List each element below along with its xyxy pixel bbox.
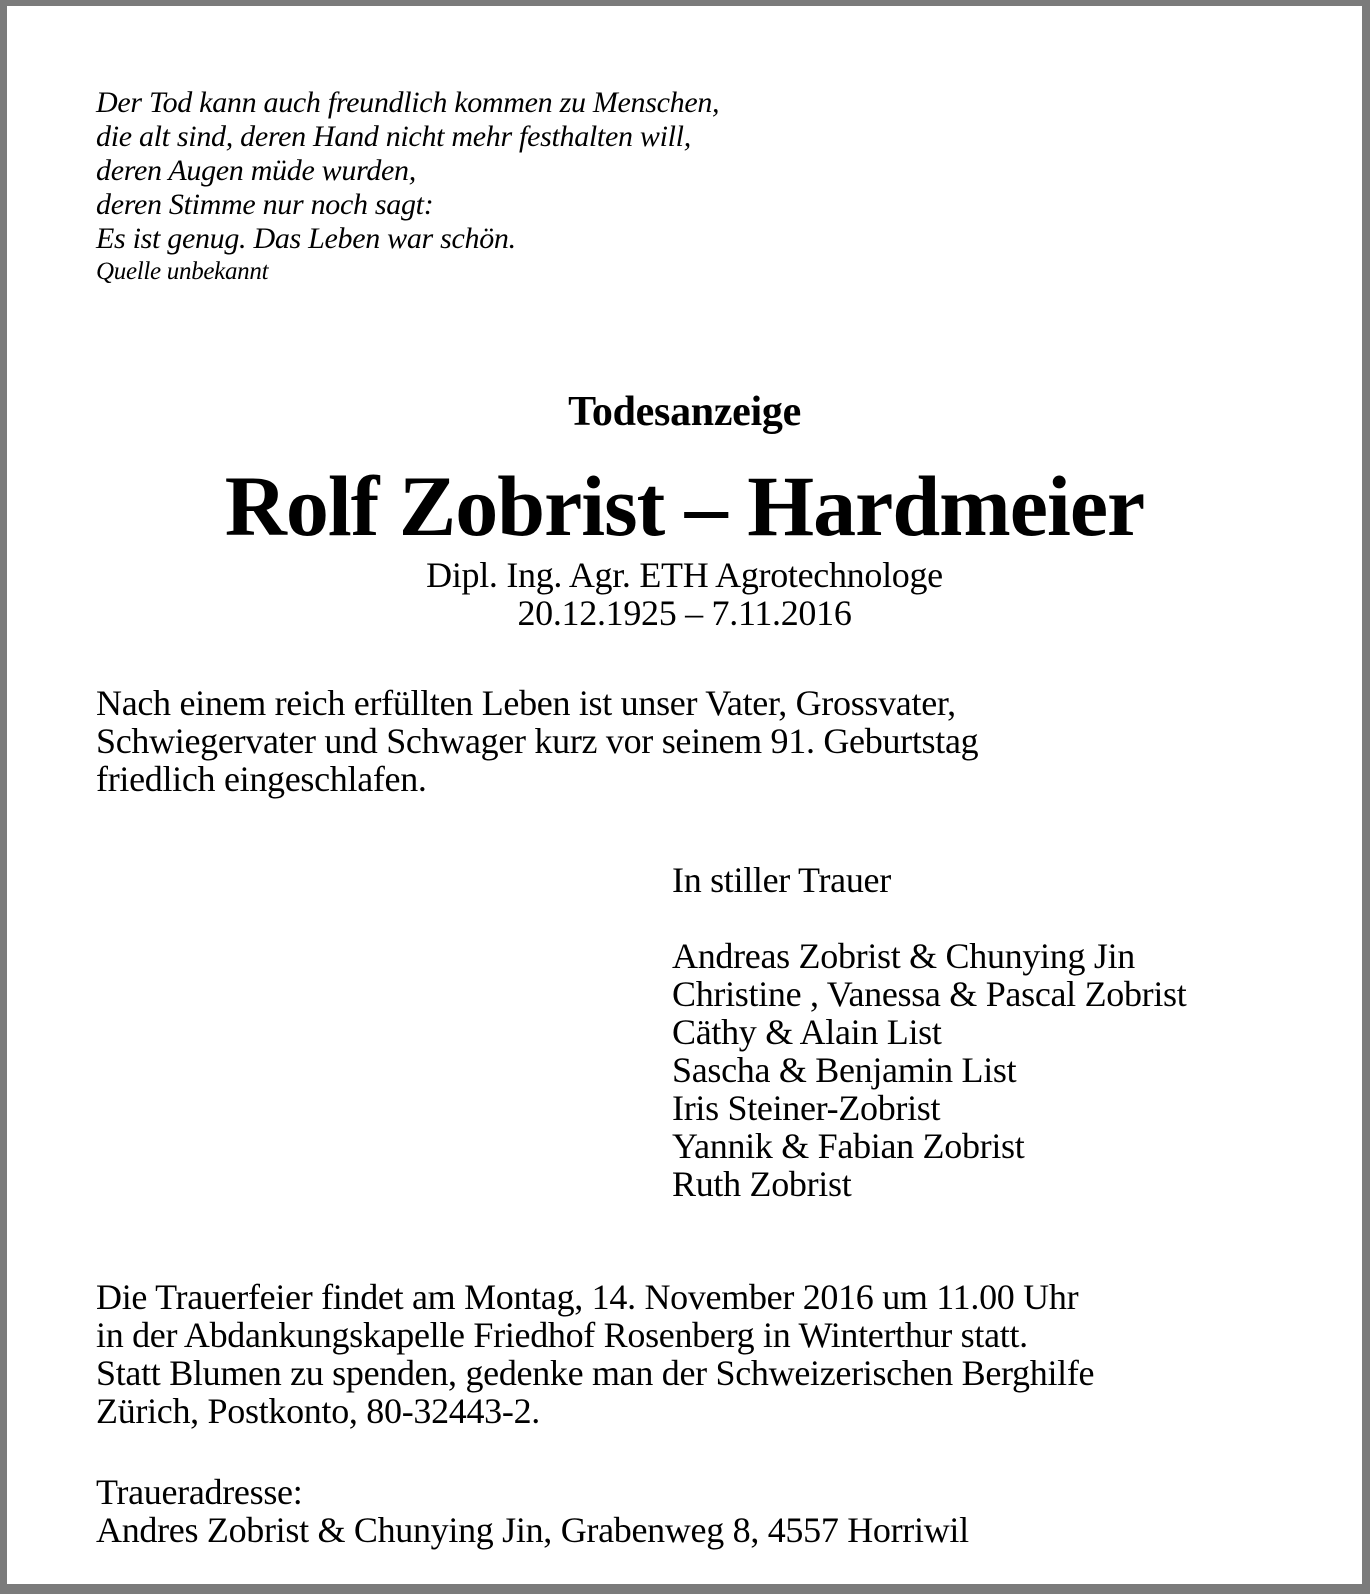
mourner-name: Sascha & Benjamin List: [672, 1050, 1017, 1090]
announcement-line: Nach einem reich erfüllten Leben ist unser Vater, Grossvater,: [96, 683, 956, 723]
service-line: in der Abdankungskapelle Friedhof Rosenberg in Winterthur statt.: [96, 1315, 1028, 1355]
life-dates: 20.12.1925 – 7.11.2016: [517, 593, 852, 633]
mourner-name: Christine , Vanessa & Pascal Zobrist: [672, 974, 1187, 1014]
page-border-left: [0, 0, 7, 1594]
mourner-list: [672, 937, 1186, 1203]
service-line: Statt Blumen zu spenden, gedenke man der Schweizerischen Berghilfe: [96, 1353, 1095, 1393]
service-line: Zürich, Postkonto, 80-32443-2.: [96, 1391, 540, 1431]
mourner-name: Yannik & Fabian Zobrist: [672, 1126, 1025, 1166]
deceased-credentials: Dipl. Ing. Agr. ETH Agrotechnologe: [426, 555, 943, 595]
mourner-name: Iris Steiner-Zobrist: [672, 1088, 941, 1128]
announcement-line: friedlich eingeschlafen.: [96, 759, 427, 799]
poem: [96, 86, 719, 287]
mourning-intro: In stiller Trauer: [672, 860, 891, 900]
address-label: Traueradresse:: [96, 1472, 303, 1512]
poem-line: deren Stimme nur noch sagt:: [96, 188, 434, 221]
poem-line: die alt sind, deren Hand nicht mehr festhalten will,: [96, 120, 691, 153]
mourner-name: Cäthy & Alain List: [672, 1012, 942, 1052]
address-line: Andres Zobrist & Chunying Jin, Grabenweg 8, 4557 Horriwil: [96, 1510, 969, 1550]
poem-source: Quelle unbekannt: [96, 258, 269, 285]
poem-line: deren Augen müde wurden,: [96, 154, 416, 187]
deceased-name: Rolf Zobrist – Hardmeier: [224, 458, 1145, 554]
poem-lines: [96, 86, 719, 256]
page-border-top: [0, 0, 1370, 6]
mourner-name: Andreas Zobrist & Chunying Jin: [672, 936, 1135, 976]
service-line: Die Trauerfeier findet am Montag, 14. November 2016 um 11.00 Uhr: [96, 1277, 1079, 1317]
mourner-name: Ruth Zobrist: [672, 1164, 852, 1204]
announcement-line: Schwiegervater und Schwager kurz vor seinem 91. Geburtstag: [96, 721, 979, 761]
announcement-paragraph: [96, 684, 978, 798]
poem-line: Der Tod kann auch freundlich kommen zu Menschen,: [96, 86, 720, 119]
death-notice-label: Todesanzeige: [568, 389, 801, 435]
service-paragraph: [96, 1278, 1094, 1430]
page-border-bottom: [0, 1584, 1370, 1594]
mourning-section: [672, 861, 1186, 1203]
poem-line: Es ist genug. Das Leben war schön.: [96, 222, 516, 255]
page-border-right: [1362, 0, 1370, 1594]
contact-section: [96, 1473, 969, 1549]
